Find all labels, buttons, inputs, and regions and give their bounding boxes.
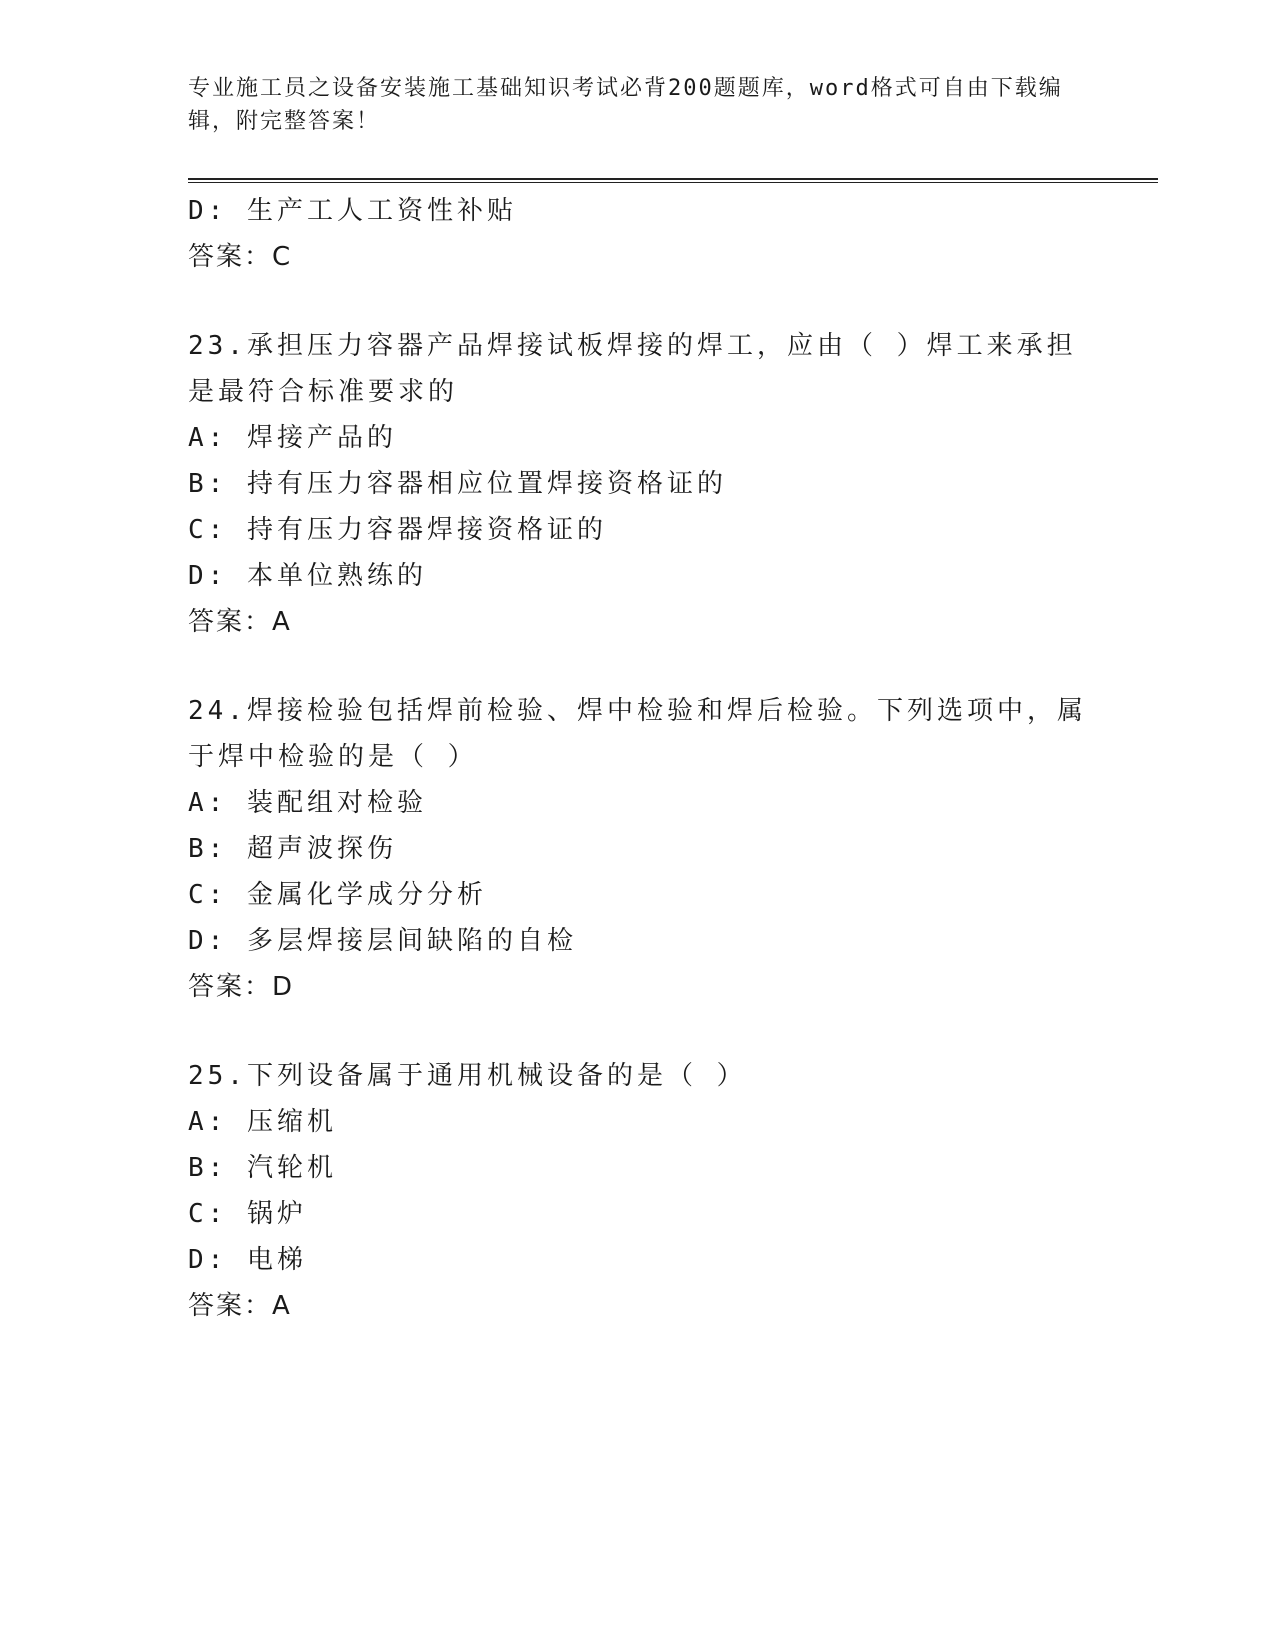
question-stem: 23.承担压力容器产品焊接试板焊接的焊工，应由（ ）焊工来承担是最符合标准要求的 [188,331,1077,407]
question-stem: 24.焊接检验包括焊前检验、焊中检验和焊后检验。下列选项中，属于焊中检验的是（ ） [188,696,1087,772]
question-stem: 25.下列设备属于通用机械设备的是（ ） [188,1061,747,1091]
option-b: B: 汽轮机 [188,1153,337,1183]
question-23 [188,323,1088,645]
option-b: B: 持有压力容器相应位置焊接资格证的 [188,469,727,499]
question-24 [188,688,1088,1010]
answer: 答案：C [188,242,293,272]
option-b: B: 超声波探伤 [188,834,397,864]
option-a: A: 焊接产品的 [188,423,397,453]
option-a: A: 装配组对检验 [188,788,427,818]
option-d: D: 本单位熟练的 [188,561,427,591]
option-d: D: 生产工人工资性补贴 [188,196,517,226]
header-rule-thin [188,182,1158,183]
option-d: D: 电梯 [188,1245,307,1275]
answer: 答案：A [188,607,292,637]
document-body [188,188,1088,1329]
answer: 答案：D [188,972,295,1002]
option-c: C: 金属化学成分分析 [188,880,487,910]
document-header: 专业施工员之设备安装施工基础知识考试必背200题题库，word格式可自由下载编辑，附完整答案！ [188,76,1063,134]
option-a: A: 压缩机 [188,1107,337,1137]
answer: 答案：A [188,1291,292,1321]
header-rule [188,178,1158,180]
option-c: C: 持有压力容器焊接资格证的 [188,515,607,545]
option-d: D: 多层焊接层间缺陷的自检 [188,926,577,956]
question-25 [188,1053,1088,1329]
option-c: C: 锅炉 [188,1199,307,1229]
